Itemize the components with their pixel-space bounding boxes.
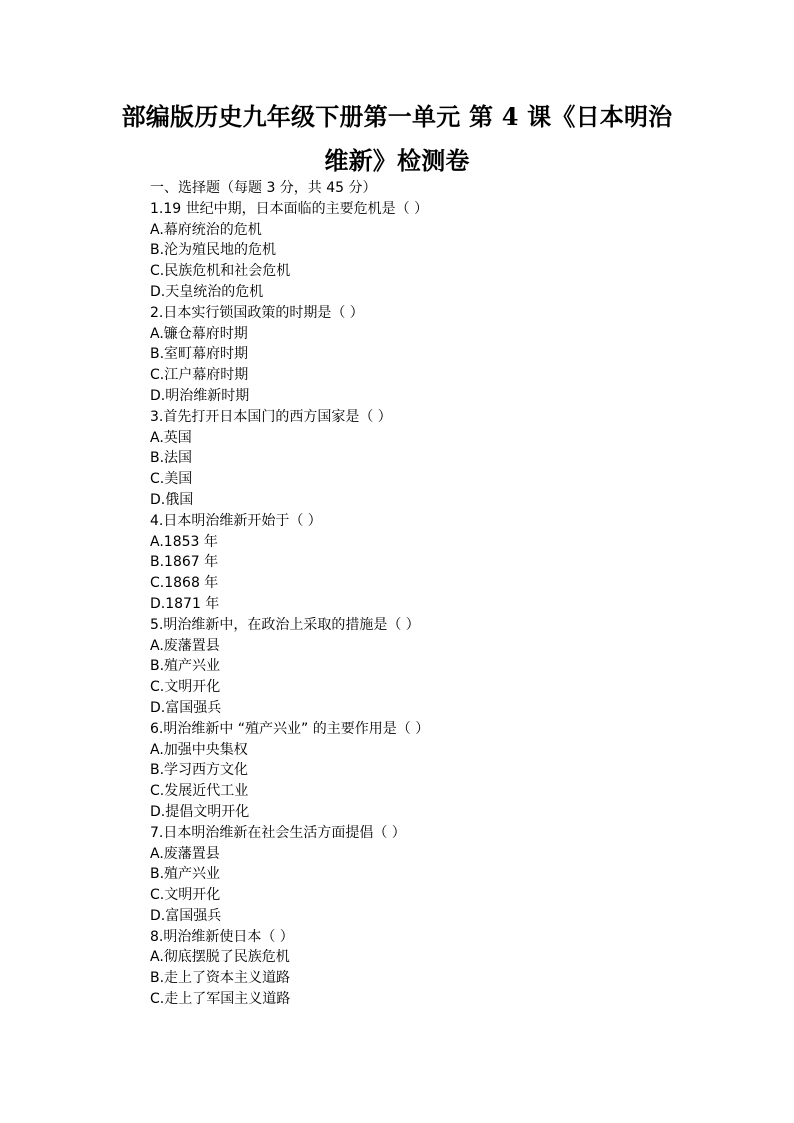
question-option: A.幕府统治的危机 <box>150 221 262 238</box>
question-option: B.殖产兴业 <box>150 658 221 675</box>
question-stem: 2.日本实行锁国政策的时期是（ ） <box>150 304 364 321</box>
title-line-2: 维新》检测卷 <box>324 146 470 175</box>
question-option: D.富国强兵 <box>150 699 222 716</box>
question-option: C.文明开化 <box>150 679 221 696</box>
question-option: D.天皇统治的危机 <box>150 283 264 300</box>
question-stem: 7.日本明治维新在社会生活方面提倡（ ） <box>150 824 406 841</box>
question-option: B.沦为殖民地的危机 <box>150 242 277 259</box>
question-option: B.1867 年 <box>150 554 219 571</box>
question-stem: 3.首先打开日本国门的西方国家是（ ） <box>150 408 392 425</box>
question-option: A.英国 <box>150 429 192 446</box>
question-stem: 5.明治维新中，在政治上采取的措施是（ ） <box>150 616 420 633</box>
question-stem: 8.明治维新使日本（ ） <box>150 928 294 945</box>
question-option: C.走上了军国主义道路 <box>150 991 291 1008</box>
question-option: A.镰仓幕府时期 <box>150 325 248 342</box>
section-heading: 一、选择题（每题 3 分，共 45 分） <box>150 180 377 196</box>
question-option: B.室町幕府时期 <box>150 346 249 363</box>
question-option: C.江户幕府时期 <box>150 367 249 384</box>
question-option: D.明治维新时期 <box>150 387 250 404</box>
question-option: B.走上了资本主义道路 <box>150 970 291 987</box>
question-option: A.加强中央集权 <box>150 741 248 758</box>
question-option: C.1868 年 <box>150 575 219 592</box>
question-option: B.法国 <box>150 450 193 467</box>
question-option: D.俄国 <box>150 491 194 508</box>
document-body <box>150 178 710 1010</box>
document-title <box>0 95 794 183</box>
question-stem: 6.明治维新中 “殖产兴业” 的主要作用是（ ） <box>150 720 430 737</box>
question-stem: 1.19 世纪中期，日本面临的主要危机是（ ） <box>150 200 429 217</box>
question-option: C.民族危机和社会危机 <box>150 263 291 280</box>
title-line-1: 部编版历史九年级下册第一单元 第 4 课《日本明治 <box>121 102 673 131</box>
question-option: A.废藩置县 <box>150 845 220 862</box>
question-option: C.文明开化 <box>150 887 221 904</box>
question-option: D.富国强兵 <box>150 907 222 924</box>
question-option: C.美国 <box>150 471 193 488</box>
question-option: C.发展近代工业 <box>150 783 249 800</box>
question-option: A.废藩置县 <box>150 637 220 654</box>
question-option: A.彻底摆脱了民族危机 <box>150 949 290 966</box>
question-option: B.学习西方文化 <box>150 762 249 779</box>
question-option: A.1853 年 <box>150 533 218 550</box>
question-option: B.殖产兴业 <box>150 866 221 883</box>
question-option: D.1871 年 <box>150 595 220 612</box>
question-option: D.提倡文明开化 <box>150 803 250 820</box>
question-stem: 4.日本明治维新开始于（ ） <box>150 512 322 529</box>
